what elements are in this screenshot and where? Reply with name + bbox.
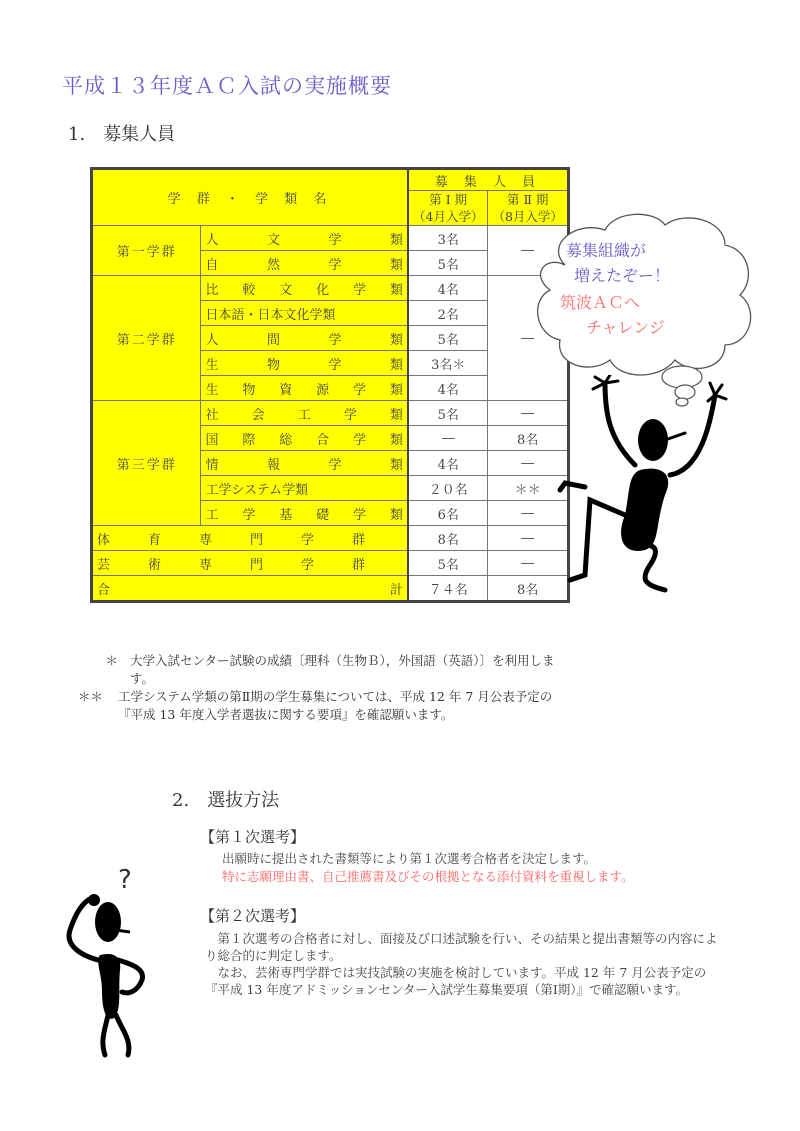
period-2-value: ― [488,551,568,576]
dept-name: 情 報 学 類 [201,451,408,476]
period-2-value: ― [488,451,568,476]
period-2-value: ＊＊ [488,476,568,501]
dept-name: 人 文 学 類 [201,226,408,251]
page-title: 平成１３年度ＡＣ入試の実施概要 [62,74,392,98]
cloud-line: 増えたぞー！ [574,266,671,285]
special-group-name: 芸術専門学群 [92,551,409,576]
cloud-line: チャレンジ [586,318,665,337]
group-name: 第一学群 [92,226,201,276]
period-1-value: 2名 [408,301,488,326]
period-1-value: 4名 [408,376,488,401]
dept-name: 生 物 学 類 [201,351,408,376]
footnote-text: 工学システム学類の第Ⅱ期の学生募集については、平成 12 年 7 月公表予定の『平成 13 年度入学者選抜に関する要項』を確認願います。 [118,689,553,722]
period-2-value: ― [488,226,568,276]
period-1-value: 4名 [408,451,488,476]
cloud-line: 筑波ＡＣへ [560,293,641,312]
period-1-value: 5名 [408,251,488,276]
recruitment-table [90,167,570,603]
dept-name: 社 会 工 学 類 [201,401,408,426]
period-1-value: 4名 [408,276,488,301]
dept-name: 日本語・日本文化学類 [201,301,408,326]
period-1-label: 第 Ⅰ 期 [429,192,468,207]
first-selection-text: 出願時に提出された書類等により第１次選考合格者を決定します。 [222,851,597,866]
period-1-value: 5名 [408,326,488,351]
footnote-mark: ＊ [105,653,118,668]
period-2-value: ― [488,501,568,526]
period-1-value: 3名 [408,226,488,251]
header-period-1 [408,191,488,226]
second-selection-para-1: 第１次選考の合格者に対し、面接及び口述試験を行い、その結果と提出書類等の内容により総合的に判定します。 [205,931,718,963]
header-recruit: 募 集 人 員 [408,169,568,191]
period-2-value: 8名 [488,426,568,451]
jumping-figure-icon [550,375,730,595]
second-selection-heading: 【第２次選考】 [200,907,306,925]
cloud-line: 募集組織が [566,241,647,260]
second-selection-text [205,930,725,998]
footnote [78,688,558,724]
dept-name: 人 間 学 類 [201,326,408,351]
cloud-message-red [560,290,665,340]
question-mark-icon: ? [118,865,132,895]
dept-name: 比 較 文 化 学 類 [201,276,408,301]
special-group-name: 体育専門学群 [92,526,409,551]
thinking-figure-icon [50,860,170,1060]
total-label-left: 合 [97,582,111,598]
dept-name: 自 然 学 類 [201,251,408,276]
section-number: 2. [172,790,190,811]
period-1-value: 5名 [408,551,488,576]
total-period-1: ７４名 [408,576,488,602]
total-period-2: 8名 [488,576,568,602]
period-1-value: 3名＊ [408,351,488,376]
dept-name: 国 際 総 合 学 類 [201,426,408,451]
footnote [78,652,558,688]
period-2-value: ― [488,526,568,551]
period-1-value: ２０名 [408,476,488,501]
period-1-value: 8名 [408,526,488,551]
section-2-heading [172,786,279,812]
cloud-message-blue [566,238,670,288]
first-selection-heading: 【第１次選考】 [200,828,306,846]
first-selection-emphasis: 特に志願理由書、自己推薦書及びその根拠となる添付資料を重視します。 [222,869,634,884]
total-label-right: 計 [390,582,404,598]
group-name: 第二学群 [92,276,201,401]
footnote-text: 大学入試センター試験の成績〔理科（生物Ｂ），外国語（英語）〕を利用します。 [130,653,555,686]
dept-name: 工学システム学類 [201,476,408,501]
header-group-dept: 学 群 ・ 学 類 名 [92,169,409,226]
section-title: 選抜方法 [207,790,280,811]
footnote-mark: ＊＊ [78,689,104,704]
period-2-value: ― [488,401,568,426]
period-2-value: ― [488,276,568,401]
period-1-value: 6名 [408,501,488,526]
period-2-sub: （8月入学） [492,209,563,224]
dept-name: 工 学 基 礎 学 類 [201,501,408,526]
footnotes [78,652,558,724]
section-1-heading [68,120,175,146]
group-name: 第三学群 [92,401,201,526]
period-1-sub: （4月入学） [413,209,484,224]
dept-name: 生 物 資 源 学 類 [201,376,408,401]
total-label [92,576,409,602]
period-1-value: ― [408,426,488,451]
second-selection-para-2: なお、芸術専門学群では実技試験の実施を検討しています。平成 12 年 7 月公表予定の『平成 13 年度アドミッションセンター入試学生募集要項（第Ⅰ期）』で確認願います。 [205,965,707,997]
section-title: 募集人員 [103,124,176,145]
section-number: 1. [68,124,86,145]
period-2-label: 第 Ⅱ 期 [506,192,549,207]
period-1-value: 5名 [408,401,488,426]
